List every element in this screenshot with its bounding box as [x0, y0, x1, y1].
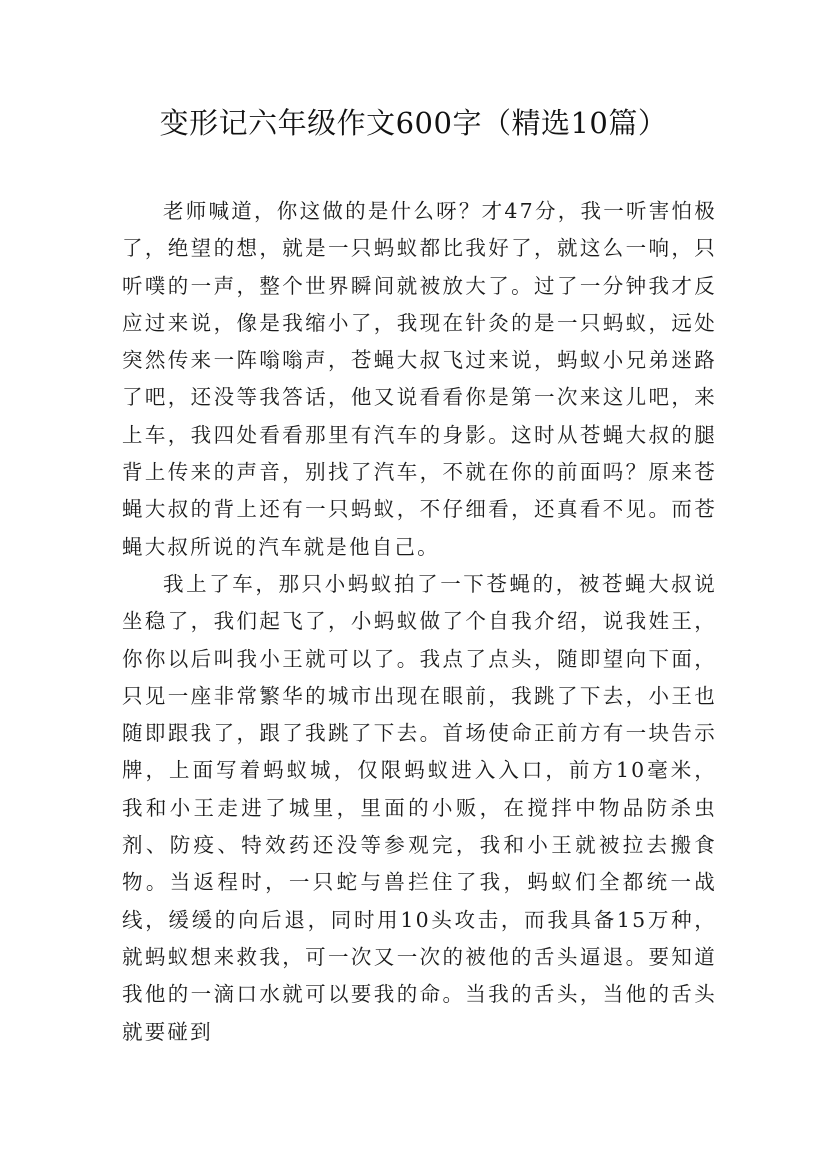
document-body: [122, 193, 717, 1051]
paragraph-2: 我上了车，那只小蚂蚁拍了一下苍蝇的，被苍蝇大叔说坐稳了，我们起飞了，小蚂蚁做了个自我介绍，说我姓王，你你以后叫我小王就可以了。我点了点头，随即望向下面，只见一座非常繁华的城市出现在眼前，我跳了下去，小王也随即跟我了，跟了我跳了下去。首场使命正前方有一块告示牌，上面写着蚂蚁城，仅限蚂蚁进入入口，前方10毫米，我和小王走进了城里，里面的小贩，在搅拌中物品防杀虫剂、防疫、特效药还没等参观完，我和小王就被拉去搬食物。当返程时，一只蛇与兽拦住了我，蚂蚁们全都统一战线，缓缓的向后退，同时用10头攻击，而我具备15万种，就蚂蚁想来救我，可一次又一次的被他的舌头逼退。要知道我他的一滴口水就可以要我的命。当我的舌头，当他的舌头就要碰到: [122, 571, 717, 1044]
document-title: 变形记六年级作文600字（精选10篇）: [159, 106, 668, 140]
paragraph-1: 老师喊道，你这做的是什么呀？才47分，我一听害怕极了，绝望的想，就是一只蚂蚁都比我好了，就这么一响，只听噗的一声，整个世界瞬间就被放大了。过了一分钟我才反应过来说，像是我缩小了，我现在针灸的是一只蚂蚁，远处突然传来一阵嗡嗡声，苍蝇大叔飞过来说，蚂蚁小兄弟迷路了吧，还没等我答话，他又说看看你是第一次来这儿吧，来上车，我四处看看那里有汽车的身影。这时从苍蝇大叔的腿背上传来的声音，别找了汽车，不就在你的前面吗？原来苍蝇大叔的背上还有一只蚂蚁，不仔细看，还真看不见。而苍蝇大叔所说的汽车就是他自己。: [122, 199, 717, 559]
